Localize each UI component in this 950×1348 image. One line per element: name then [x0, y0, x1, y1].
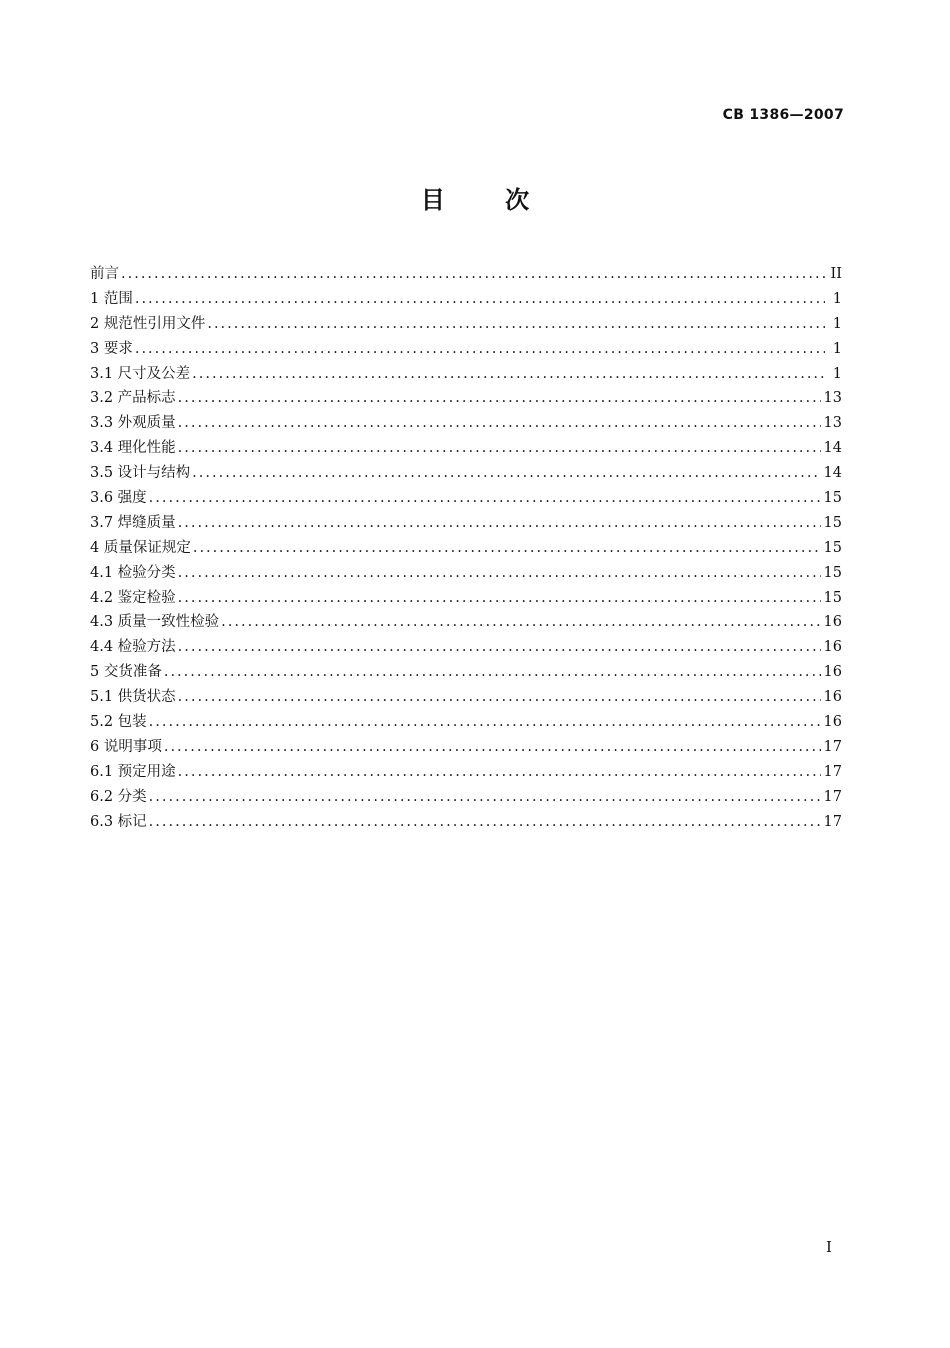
toc-entry-page: 13: [823, 390, 842, 407]
toc-entry[interactable]: [90, 536, 842, 561]
toc-entry-page: II: [830, 266, 842, 282]
toc-leader-dots: [149, 714, 821, 730]
toc-entry-page: 17: [823, 788, 842, 805]
toc-entry-page: 1: [832, 290, 842, 307]
toc-leader-dots: [178, 415, 821, 431]
toc-entry-label: 4.3 质量一致性检验: [90, 614, 220, 631]
page-title: 目 次: [420, 186, 556, 214]
toc-entry-label: 3 要求: [90, 340, 133, 357]
toc-leader-dots: [178, 639, 821, 655]
toc-entry[interactable]: [90, 660, 842, 685]
toc-leader-dots: [164, 664, 821, 680]
toc-leader-dots: [192, 366, 825, 382]
toc-entry-page: 1: [832, 315, 842, 332]
toc-leader-dots: [221, 614, 820, 630]
toc-entry-label: 3.7 焊缝质量: [90, 514, 176, 531]
toc-entry-page: 16: [823, 614, 842, 631]
toc-entry-label: 3.6 强度: [90, 490, 147, 507]
toc-entry[interactable]: [90, 511, 842, 536]
toc-entry[interactable]: [90, 436, 842, 461]
toc-entry-page: 14: [823, 440, 842, 457]
toc-entry-page: 1: [832, 365, 842, 382]
toc-entry-page: 17: [823, 738, 842, 755]
toc-entry[interactable]: [90, 760, 842, 785]
toc-entry-label: 4.1 检验分类: [90, 564, 176, 581]
toc-entry-label: 3.2 产品标志: [90, 390, 176, 407]
toc-entry-page: 13: [823, 415, 842, 432]
toc-entry-label: 6.3 标记: [90, 813, 147, 830]
toc-leader-dots: [149, 490, 821, 506]
toc-entry[interactable]: [90, 486, 842, 511]
toc-leader-dots: [149, 789, 821, 805]
toc-entry[interactable]: [90, 685, 842, 710]
toc-entry-page: 15: [823, 490, 842, 507]
toc-leader-dots: [193, 540, 821, 556]
toc-entry-label: 3.4 理化性能: [90, 440, 176, 457]
toc-entry-label: 3.1 尺寸及公差: [90, 365, 191, 382]
toc-entry-label: 3.5 设计与结构: [90, 465, 191, 482]
toc-leader-dots: [178, 764, 821, 780]
toc-leader-dots: [135, 341, 825, 357]
toc-entry-label: 2 规范性引用文件: [90, 315, 206, 332]
toc-entry[interactable]: [90, 337, 842, 362]
toc-entry-label: 1 范围: [90, 290, 133, 307]
toc-entry-page: 16: [823, 639, 842, 656]
toc-entry[interactable]: [90, 635, 842, 660]
toc-leader-dots: [178, 390, 821, 406]
toc-entry-label: 5 交货准备: [90, 664, 162, 681]
toc-leader-dots: [178, 440, 821, 456]
toc-entry[interactable]: [90, 810, 842, 835]
standard-code: CB 1386—2007: [722, 107, 844, 123]
toc-entry[interactable]: [90, 586, 842, 611]
toc-entry-page: 15: [823, 514, 842, 531]
toc-entry-page: 17: [823, 813, 842, 830]
toc-leader-dots: [178, 689, 821, 705]
table-of-contents: [90, 262, 842, 834]
toc-leader-dots: [164, 739, 821, 755]
toc-leader-dots: [135, 291, 825, 307]
toc-entry-label: 6.2 分类: [90, 788, 147, 805]
toc-leader-dots: [207, 316, 825, 332]
toc-entry-label: 5.1 供货状态: [90, 689, 176, 706]
toc-entry-page: 15: [823, 589, 842, 606]
toc-entry[interactable]: [90, 411, 842, 436]
toc-entry-label: 4 质量保证规定: [90, 539, 191, 556]
page-number: I: [826, 1238, 832, 1256]
toc-leader-dots: [178, 515, 821, 531]
toc-entry[interactable]: [90, 785, 842, 810]
toc-entry-page: 15: [823, 564, 842, 581]
toc-entry-label: 前言: [90, 266, 119, 282]
toc-entry[interactable]: [90, 710, 842, 735]
toc-leader-dots: [178, 590, 821, 606]
toc-leader-dots: [121, 266, 825, 282]
toc-entry[interactable]: [90, 312, 842, 337]
toc-entry[interactable]: [90, 287, 842, 312]
toc-entry-page: 16: [823, 664, 842, 681]
toc-entry-page: 17: [823, 763, 842, 780]
toc-entry[interactable]: [90, 735, 842, 760]
toc-entry-label: 5.2 包装: [90, 714, 147, 731]
toc-entry[interactable]: [90, 362, 842, 387]
toc-entry[interactable]: [90, 610, 842, 635]
toc-entry-page: 1: [832, 340, 842, 357]
toc-entry[interactable]: [90, 461, 842, 486]
toc-entry-label: 6.1 预定用途: [90, 763, 176, 780]
toc-leader-dots: [178, 565, 821, 581]
toc-entry[interactable]: [90, 386, 842, 411]
toc-leader-dots: [192, 465, 820, 481]
toc-entry-page: 14: [823, 465, 842, 482]
toc-entry-label: 4.2 鉴定检验: [90, 589, 176, 606]
toc-entry[interactable]: [90, 561, 842, 586]
toc-entry-page: 16: [823, 714, 842, 731]
toc-entry-label: 3.3 外观质量: [90, 415, 176, 432]
toc-entry-page: 16: [823, 689, 842, 706]
toc-entry-page: 15: [823, 539, 842, 556]
toc-leader-dots: [149, 814, 821, 830]
toc-entry-label: 6 说明事项: [90, 738, 162, 755]
toc-entry-label: 4.4 检验方法: [90, 639, 176, 656]
toc-entry[interactable]: [90, 262, 842, 287]
